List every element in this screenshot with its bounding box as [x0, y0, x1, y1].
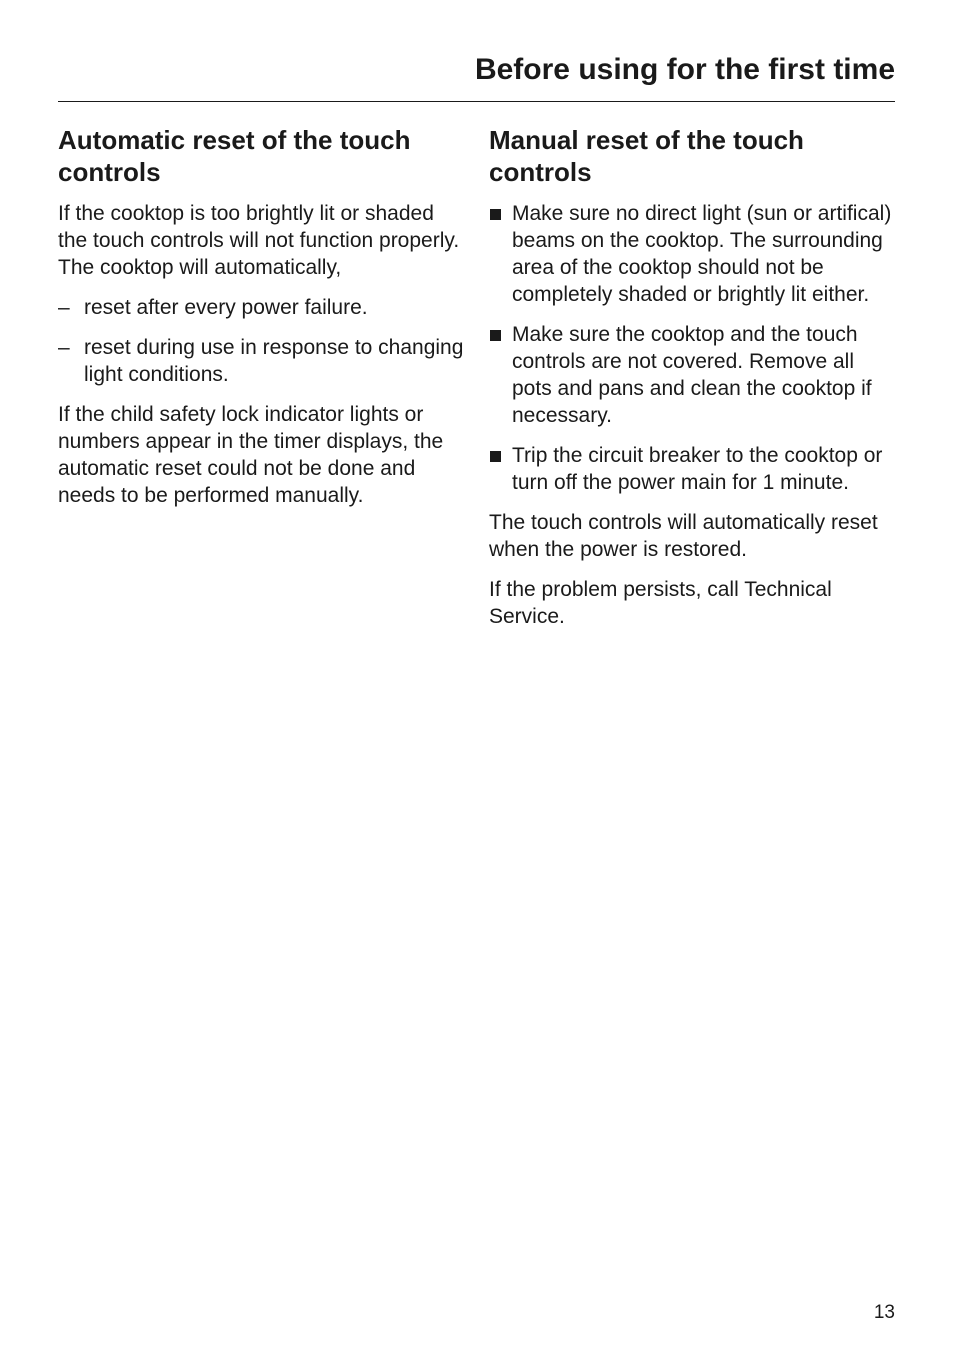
list-item — [58, 334, 468, 388]
dash-bullet-icon: – — [58, 336, 70, 359]
automatic-reset-intro: If the cooktop is too brightly lit or shaded the touch controls will not function properly. The cooktop will automatically, — [58, 202, 460, 279]
list-item-text: reset during use in response to changing light conditions. — [84, 336, 464, 386]
manual-reset-heading: Manual reset of the touch controls — [489, 125, 804, 187]
automatic-reset-closing: If the child safety lock indicator lights or numbers appear in the timer displays, the automatic reset could not be done and needs to be performed manually. — [58, 403, 444, 507]
square-bullet-icon — [490, 209, 501, 220]
dash-bullet-icon: – — [58, 296, 70, 319]
manual-reset-section — [489, 124, 899, 643]
list-item — [489, 321, 899, 429]
automatic-reset-heading: Automatic reset of the touch controls — [58, 125, 411, 187]
square-bullet-icon — [490, 451, 501, 462]
list-item-text: Make sure the cooktop and the touch controls are not covered. Remove all pots and pans and clean the cooktop if necessary. — [512, 323, 872, 427]
list-item — [58, 294, 468, 321]
list-item-text: Trip the circuit breaker to the cooktop or turn off the power main for 1 minute. — [512, 444, 883, 494]
page-number: 13 — [873, 1302, 895, 1323]
automatic-reset-list — [58, 294, 468, 388]
list-item-text: reset after every power failure. — [84, 296, 368, 319]
list-item — [489, 200, 899, 308]
page-header — [58, 52, 895, 102]
manual-reset-note: The touch controls will automatically reset when the power is restored. — [489, 511, 878, 561]
list-item-text: Make sure no direct light (sun or artifical) beams on the cooktop. The surrounding area of the cooktop should not be completely shaded or brightly lit either. — [512, 202, 892, 306]
manual-reset-steps — [489, 200, 899, 496]
automatic-reset-section — [58, 124, 468, 522]
technical-service-note: If the problem persists, call Technical Service. — [489, 578, 832, 628]
page-title: Before using for the first time — [474, 53, 895, 86]
list-item — [489, 442, 899, 496]
square-bullet-icon — [490, 330, 501, 341]
